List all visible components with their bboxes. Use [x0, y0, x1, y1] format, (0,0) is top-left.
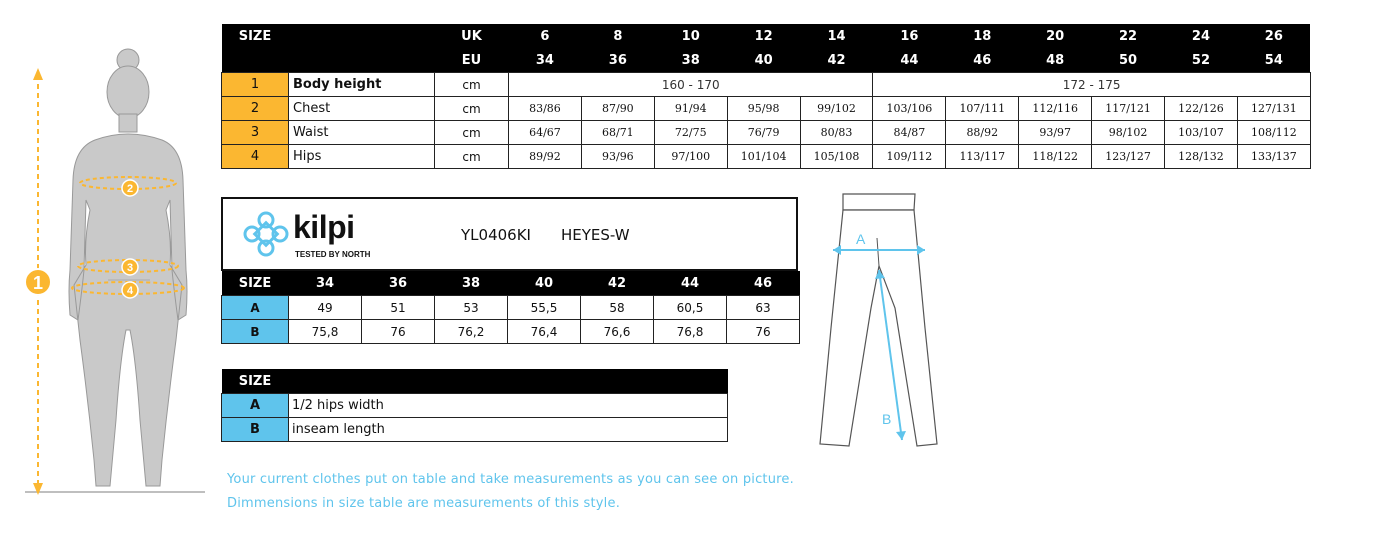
- uk-size: 26: [1237, 24, 1310, 48]
- eu-label: EU: [435, 48, 509, 73]
- legend-header-row: [222, 369, 728, 394]
- cell-value: 133/137: [1237, 145, 1310, 169]
- eu-size: 40: [727, 48, 800, 73]
- row-key: A: [222, 394, 289, 418]
- cell-value: 99/102: [800, 97, 873, 121]
- uk-size-row: [222, 24, 1311, 48]
- cell-value: 117/121: [1092, 97, 1165, 121]
- cell-value: 97/100: [654, 145, 727, 169]
- brand-tagline: TESTED BY NORTH: [295, 250, 371, 259]
- eu-size: 36: [581, 48, 654, 73]
- legend-row-b: [222, 418, 728, 442]
- product-size: 44: [654, 271, 727, 296]
- row-number: 3: [222, 121, 289, 145]
- row-number: 4: [222, 145, 289, 169]
- cell-value: 112/116: [1019, 97, 1092, 121]
- product-size: 36: [362, 271, 435, 296]
- row-label: Hips: [289, 145, 435, 169]
- table-row-hips: [222, 145, 1311, 169]
- uk-size: 16: [873, 24, 946, 48]
- cell-value: 55,5: [508, 296, 581, 320]
- cell-value: 76: [362, 320, 435, 344]
- legend-description: inseam length: [289, 418, 728, 442]
- cell-value: 95/98: [727, 97, 800, 121]
- pants-diagram: [815, 188, 945, 450]
- cell-value: 68/71: [581, 121, 654, 145]
- uk-size: 10: [654, 24, 727, 48]
- table-row-waist: [222, 121, 1311, 145]
- cell-value: 127/131: [1237, 97, 1310, 121]
- uk-size: 22: [1092, 24, 1165, 48]
- kilpi-knot-logo-icon: [241, 209, 291, 259]
- marker-1: [25, 269, 51, 295]
- cell-value: 63: [727, 296, 800, 320]
- eu-size: 46: [946, 48, 1019, 73]
- product-size: 34: [289, 271, 362, 296]
- cell-value: 76: [727, 320, 800, 344]
- cell-value: 93/96: [581, 145, 654, 169]
- cell-value: 58: [581, 296, 654, 320]
- eu-size: 44: [873, 48, 946, 73]
- body-figure: [0, 40, 215, 500]
- cell-value: 118/122: [1019, 145, 1092, 169]
- row-key: A: [222, 296, 289, 320]
- row-number: 1: [222, 73, 289, 97]
- svg-text:1: 1: [32, 273, 44, 293]
- uk-size: 20: [1019, 24, 1092, 48]
- height-range: 160 - 170: [509, 73, 873, 97]
- cell-value: 76,2: [435, 320, 508, 344]
- svg-text:2: 2: [126, 183, 134, 195]
- marker-2: [122, 180, 138, 196]
- size-header: SIZE: [222, 369, 289, 394]
- uk-size: 6: [509, 24, 582, 48]
- cell-value: 72/75: [654, 121, 727, 145]
- brand-logo-text: kilpi: [293, 209, 355, 245]
- cell-value: 98/102: [1092, 121, 1165, 145]
- uk-size: 14: [800, 24, 873, 48]
- cell-value: 109/112: [873, 145, 946, 169]
- cell-value: 91/94: [654, 97, 727, 121]
- row-unit: cm: [435, 121, 509, 145]
- cell-value: 113/117: [946, 145, 1019, 169]
- svg-text:4: 4: [126, 285, 134, 297]
- cell-value: 60,5: [654, 296, 727, 320]
- eu-size: 38: [654, 48, 727, 73]
- cell-value: 105/108: [800, 145, 873, 169]
- cell-value: 76,4: [508, 320, 581, 344]
- product-measurement-table: [221, 271, 800, 344]
- row-unit: cm: [435, 145, 509, 169]
- cell-value: 89/92: [509, 145, 582, 169]
- measurement-legend-table: [221, 369, 728, 442]
- cell-value: 53: [435, 296, 508, 320]
- size-header: SIZE: [222, 271, 289, 296]
- uk-size: 24: [1165, 24, 1238, 48]
- cell-value: 49: [289, 296, 362, 320]
- pants-label-a: A: [856, 231, 866, 247]
- row-key: B: [222, 320, 289, 344]
- marker-3: [122, 259, 138, 275]
- cell-value: 87/90: [581, 97, 654, 121]
- cell-value: 122/126: [1165, 97, 1238, 121]
- cell-value: 101/104: [727, 145, 800, 169]
- cell-value: 76,8: [654, 320, 727, 344]
- cell-value: 88/92: [946, 121, 1019, 145]
- cell-value: 84/87: [873, 121, 946, 145]
- uk-label: UK: [435, 24, 509, 48]
- cell-value: 83/86: [509, 97, 582, 121]
- row-number: 2: [222, 97, 289, 121]
- cell-value: 76,6: [581, 320, 654, 344]
- pants-label-b: B: [882, 411, 892, 427]
- cell-value: 80/83: [800, 121, 873, 145]
- uk-size: 12: [727, 24, 800, 48]
- product-size: 46: [727, 271, 800, 296]
- product-size: 42: [581, 271, 654, 296]
- row-key: B: [222, 418, 289, 442]
- eu-size: 48: [1019, 48, 1092, 73]
- row-label: Waist: [289, 121, 435, 145]
- table-row-a: [222, 296, 800, 320]
- marker-4: [122, 282, 138, 298]
- table-row-b: [222, 320, 800, 344]
- size-chart-table: [221, 24, 1311, 169]
- note-measure-instructions: Your current clothes put on table and take measurements as you can see on picture.: [227, 472, 794, 487]
- uk-size: 8: [581, 24, 654, 48]
- row-label: Body height: [289, 73, 435, 97]
- size-header: SIZE: [222, 24, 289, 48]
- cell-value: 51: [362, 296, 435, 320]
- row-unit: cm: [435, 73, 509, 97]
- legend-description: 1/2 hips width: [289, 394, 728, 418]
- cell-value: 76/79: [727, 121, 800, 145]
- cell-value: 128/132: [1165, 145, 1238, 169]
- row-unit: cm: [435, 97, 509, 121]
- cell-value: 123/127: [1092, 145, 1165, 169]
- eu-size: 52: [1165, 48, 1238, 73]
- cell-value: 103/106: [873, 97, 946, 121]
- eu-size: 34: [509, 48, 582, 73]
- product-name: HEYES-W: [561, 226, 630, 244]
- height-range: 172 - 175: [873, 73, 1310, 97]
- eu-size: 50: [1092, 48, 1165, 73]
- table-row-chest: [222, 97, 1311, 121]
- cell-value: 75,8: [289, 320, 362, 344]
- product-header: [221, 197, 798, 271]
- table-row-body-height: [222, 73, 1311, 97]
- svg-text:3: 3: [126, 262, 134, 274]
- cell-value: 107/111: [946, 97, 1019, 121]
- product-size: 40: [508, 271, 581, 296]
- row-label: Chest: [289, 97, 435, 121]
- cell-value: 64/67: [509, 121, 582, 145]
- legend-row-a: [222, 394, 728, 418]
- uk-size: 18: [946, 24, 1019, 48]
- eu-size: 54: [1237, 48, 1310, 73]
- product-size: 38: [435, 271, 508, 296]
- eu-size: 42: [800, 48, 873, 73]
- product-code: YL0406KI: [461, 226, 531, 244]
- cell-value: 108/112: [1237, 121, 1310, 145]
- note-dimensions-info: Dimmensions in size table are measurements of this style.: [227, 496, 621, 511]
- cell-value: 103/107: [1165, 121, 1238, 145]
- cell-value: 93/97: [1019, 121, 1092, 145]
- product-size-row: [222, 271, 800, 296]
- eu-size-row: [222, 48, 1311, 73]
